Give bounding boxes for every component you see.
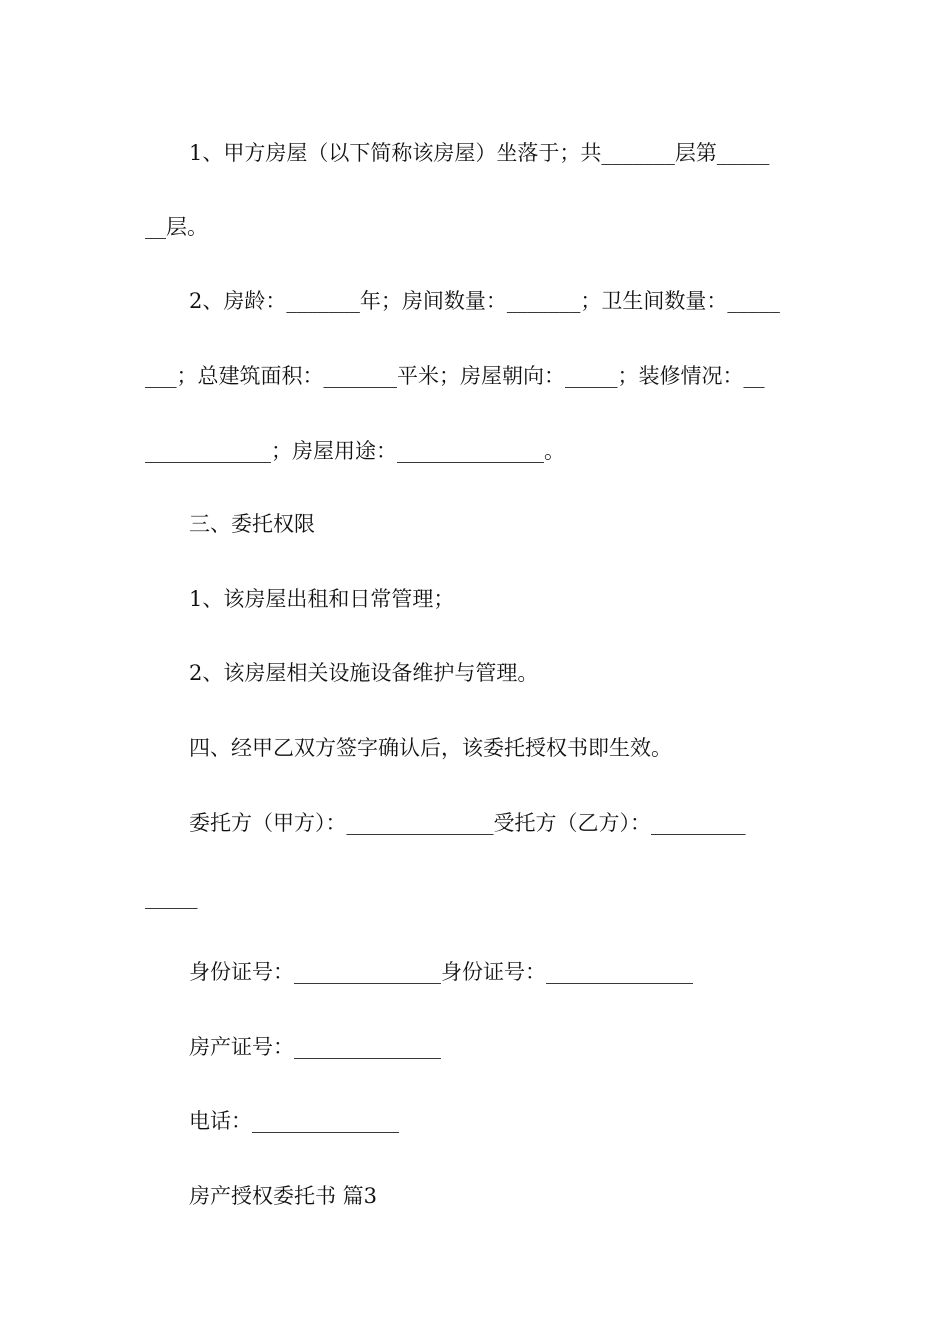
house-age-line: 2、房龄：_______年；房间数量：_______；卫生间数量：_____	[189, 289, 780, 313]
section-title-part3: 房产授权委托书 篇3	[189, 1184, 378, 1208]
house-floor-line-cont: __层。	[145, 215, 208, 239]
property-cert-line: 房产证号：______________	[189, 1035, 441, 1059]
signature-parties-line: 委托方（甲方）：______________受托方（乙方）：_________	[189, 811, 746, 835]
house-location-line: 1、甲方房屋（以下简称该房屋）坐落于；共_______层第_____	[189, 141, 770, 165]
authority-item-2: 2、该房屋相关设施设备维护与管理。	[189, 661, 539, 685]
section-heading-authority: 三、委托权限	[189, 512, 315, 536]
id-number-line: 身份证号：______________身份证号：______________	[189, 960, 693, 984]
authority-item-1: 1、该房屋出租和日常管理；	[189, 587, 455, 611]
section-heading-effect: 四、经甲乙双方签字确认后，该委托授权书即生效。	[189, 736, 672, 760]
house-area-line: ___；总建筑面积：_______平米；房屋朝向：_____；装修情况：__	[145, 364, 765, 388]
phone-line: 电话：______________	[189, 1109, 399, 1133]
signature-parties-line-cont: _____	[145, 885, 198, 909]
house-usage-line: ____________；房屋用途：______________。	[145, 439, 565, 463]
